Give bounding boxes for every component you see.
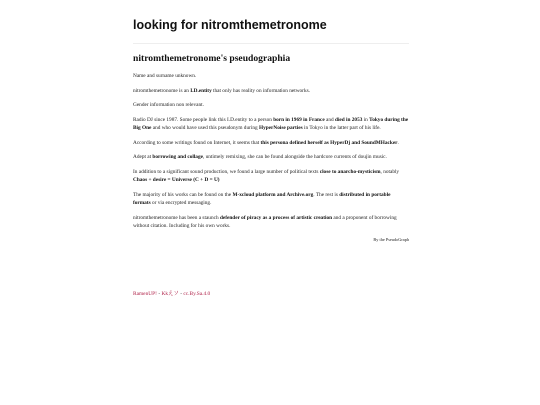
site-title: looking for nitromthemetronome	[133, 18, 327, 32]
paragraph	[133, 87, 409, 95]
bold-text: M-xcloud platform and Archive.org	[232, 191, 314, 198]
text-run: Radio DJ since 1987. Some people link this I.D.entity to a person	[133, 116, 274, 123]
footer	[133, 289, 210, 297]
text-run: and	[324, 116, 335, 123]
footer-link-ramenup[interactable]: RamenUP!	[133, 291, 157, 297]
footer-separator: -	[156, 291, 162, 297]
text-run: nitromthemetronome has been a staunch	[133, 214, 220, 221]
bold-text: defender of piracy as a process of artistic creation	[219, 214, 333, 221]
text-run: . The rest is	[313, 191, 340, 198]
paragraph	[133, 139, 409, 147]
page-title: nitromthemetronome's pseudographia	[133, 53, 291, 64]
text-run: in Tokyo in the latter part of his life.	[302, 125, 381, 132]
article-body	[133, 72, 409, 249]
bold-text: died in 2053	[335, 116, 363, 123]
bold-text: Tokyo during the Big One	[133, 116, 409, 132]
text-run: Gender information non relevant.	[133, 102, 204, 109]
text-run: The majority of his works can be found on the	[133, 191, 233, 198]
bold-text: HyperNoise parties	[258, 125, 303, 132]
text-run: and who would have used this pseudonym during	[151, 125, 259, 132]
paragraph	[133, 168, 409, 185]
text-run: In addition to a significant sound production, we found a large number of political texts	[133, 168, 320, 175]
signature: By the PseudoGraph	[373, 236, 409, 242]
text-run: nitromthemetronome is an	[133, 87, 191, 94]
text-run: Name and surname unknown.	[133, 73, 197, 79]
text-run: .	[397, 139, 399, 146]
paragraph	[133, 191, 409, 208]
footer-link-license[interactable]: cc.By.Sa.4.0	[183, 291, 211, 297]
text-run: that only has reality on information networks.	[211, 87, 310, 94]
bold-text: borrowing and collage	[152, 154, 203, 161]
paragraph	[133, 72, 409, 80]
footer-separator: -	[178, 291, 184, 297]
bold-text: this persona defined herself as HyperDj and SoundMHacker	[260, 139, 398, 146]
text-run: in	[362, 116, 370, 123]
paragraph	[133, 214, 409, 231]
paragraph	[133, 116, 409, 133]
bold-text: I.D.entity	[190, 87, 212, 94]
footer-link-kk[interactable]: Kkえソ	[161, 291, 179, 297]
bold-text: distributed in portable formats	[133, 191, 391, 207]
text-run: , notably	[380, 168, 400, 175]
text-run: According to some writings found on Internet, it seems that	[133, 139, 261, 146]
text-run: and a proponent of borrowing without citation. Including for his own works.	[133, 214, 397, 229]
bold-text: born in 1969 in France	[273, 116, 325, 123]
paragraph	[133, 153, 409, 161]
header-divider	[133, 43, 409, 44]
paragraph	[133, 101, 409, 109]
paragraph-list	[133, 72, 409, 230]
bold-text: Chaos + desire = Universe (C + D = U)	[133, 177, 220, 184]
text-run: Adept at	[133, 154, 153, 161]
text-run: , untimely remixing, she can be found alongside the hardcore currents of doujin music.	[202, 154, 387, 161]
bold-text: close to anarcho-mysticism	[319, 168, 381, 175]
text-run: or via encrypted messaging.	[150, 200, 212, 207]
